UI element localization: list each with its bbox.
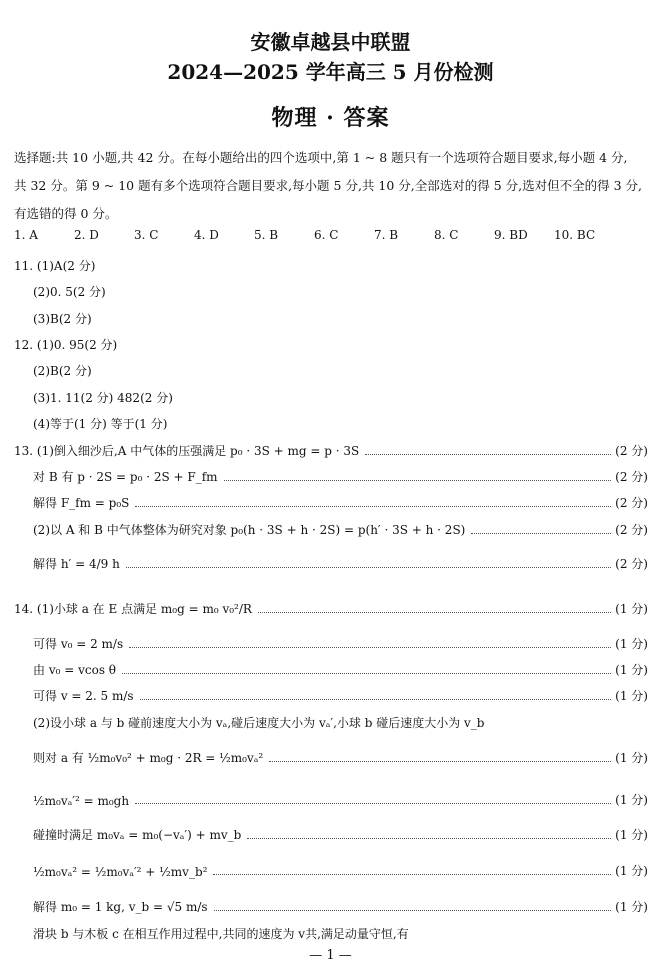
q13-line — [33, 555, 648, 572]
q14-line — [33, 635, 648, 652]
q14-points: (1 分) — [615, 602, 648, 616]
q13-line — [33, 468, 648, 485]
answer-item: 4. D — [194, 228, 219, 242]
q14-points: (1 分) — [615, 793, 648, 807]
q13-text: 解得 h′ = 4/9 h — [33, 557, 120, 571]
leader-dots — [135, 506, 611, 507]
leader-dots — [213, 874, 611, 875]
q14-text: 碰撞时满足 m₀vₐ = m₀(−vₐ′) + mv_b — [33, 828, 242, 842]
answer-item: 5. B — [254, 228, 279, 242]
q11-line: 11. (1)A(2 分) — [14, 259, 96, 273]
leader-dots — [247, 838, 611, 839]
q13-text: 13. (1)倒入细沙后,A 中气体的压强满足 p₀ · 3S + mg = p · 3S — [14, 444, 360, 458]
q14-line — [33, 826, 648, 843]
answer-item: 9. BD — [494, 228, 528, 242]
leader-dots — [258, 612, 611, 613]
q13-text: (2)以 A 和 B 中气体整体为研究对象 p₀(h · 3S + h · 2S) = p(h′ · 3S + h · 2S) — [33, 523, 466, 537]
q14-line — [33, 661, 648, 678]
q14-text: 解得 m₀ = 1 kg, v_b = √5 m/s — [33, 900, 208, 914]
page-number: — 1 — — [309, 948, 352, 963]
answer-item: 10. BC — [554, 228, 596, 242]
leader-dots — [122, 673, 611, 674]
q14-line — [33, 791, 648, 808]
q14-points: (1 分) — [615, 663, 648, 677]
choice-answers — [14, 228, 644, 242]
q12-line: (2)B(2 分) — [33, 364, 92, 378]
leader-dots — [126, 567, 611, 568]
q14-points: (1 分) — [615, 689, 648, 703]
leader-dots — [365, 454, 611, 455]
leader-dots — [129, 647, 611, 648]
q14-text: 由 v₀ = vcos θ — [33, 663, 117, 677]
q13-text: 解得 F_fm = p₀S — [33, 496, 130, 510]
q14-text: 可得 v₀ = 2 m/s — [33, 637, 124, 651]
answer-item: 1. A — [14, 228, 38, 242]
q14-line — [33, 687, 648, 704]
q12-line: (3)1. 11(2 分) 482(2 分) — [33, 391, 173, 405]
q11-line: (3)B(2 分) — [33, 312, 92, 326]
intro-line: 共 32 分。第 9 ~ 10 题有多个选项符合题目要求,每小题 5 分,共 10 分,全部选对的得 5 分,选对但不全的得 3 分, — [14, 178, 642, 193]
q11-line: (2)0. 5(2 分) — [33, 285, 106, 299]
choice-intro — [14, 144, 654, 228]
answer-item: 7. B — [374, 228, 399, 242]
q14-text: ½m₀vₐ′² = m₀gh — [33, 794, 130, 808]
answer-item: 6. C — [314, 228, 339, 242]
q13-points: (2 分) — [615, 557, 648, 571]
answer-item: 3. C — [134, 228, 159, 242]
q13-points: (2 分) — [615, 496, 648, 510]
leader-dots — [224, 480, 612, 481]
q14-points: (1 分) — [615, 637, 648, 651]
leader-dots — [269, 761, 611, 762]
q12-line: (4)等于(1 分) 等于(1 分) — [33, 417, 168, 431]
q14-text: ½m₀vₐ² = ½m₀vₐ′² + ½mv_b² — [33, 865, 208, 879]
q13-points: (2 分) — [615, 523, 648, 537]
q14-text: 则对 a 有 ½m₀v₀² + m₀g · 2R = ½m₀vₐ² — [33, 751, 264, 765]
title-exam: 2024—2025 学年高三 5 月份检测 — [167, 60, 494, 84]
q14-text: 14. (1)小球 a 在 E 点满足 m₀g = m₀ v₀²/R — [14, 602, 252, 616]
q13-points: (2 分) — [615, 444, 648, 458]
q14-line — [33, 898, 648, 915]
leader-dots — [214, 910, 612, 911]
q14-points: (1 分) — [615, 751, 648, 765]
q14-line — [33, 749, 648, 766]
leader-dots — [471, 533, 611, 534]
q14-points: (1 分) — [615, 900, 648, 914]
q13-points: (2 分) — [615, 470, 648, 484]
q14-line — [14, 600, 648, 617]
intro-line: 选择题:共 10 小题,共 42 分。在每小题给出的四个选项中,第 1 ~ 8 题只有一个选项符合题目要求,每小题 4 分, — [14, 150, 628, 165]
leader-dots — [140, 699, 612, 700]
q13-line — [33, 521, 648, 538]
q14-points: (1 分) — [615, 864, 648, 878]
leader-dots — [135, 803, 611, 804]
q14-line — [33, 862, 648, 879]
q12-line: 12. (1)0. 95(2 分) — [14, 338, 118, 352]
title-subject: 物理 · 答案 — [271, 105, 390, 131]
q13-line — [14, 442, 648, 459]
answer-item: 2. D — [74, 228, 99, 242]
q13-line — [33, 494, 648, 511]
q14-line: 滑块 b 与木板 c 在相互作用过程中,共同的速度为 v共,满足动量守恒,有 — [33, 927, 409, 941]
q13-text: 对 B 有 p · 2S = p₀ · 2S + F_fm — [33, 470, 218, 484]
q14-text: 可得 v = 2. 5 m/s — [33, 689, 134, 703]
intro-line: 有选错的得 0 分。 — [14, 206, 118, 221]
title-alliance: 安徽卓越县中联盟 — [250, 30, 411, 54]
q14-line: (2)设小球 a 与 b 碰前速度大小为 vₐ,碰后速度大小为 vₐ′,小球 b 碰后速度大小为 v_b — [33, 716, 485, 730]
answer-item: 8. C — [434, 228, 459, 242]
q14-points: (1 分) — [615, 828, 648, 842]
